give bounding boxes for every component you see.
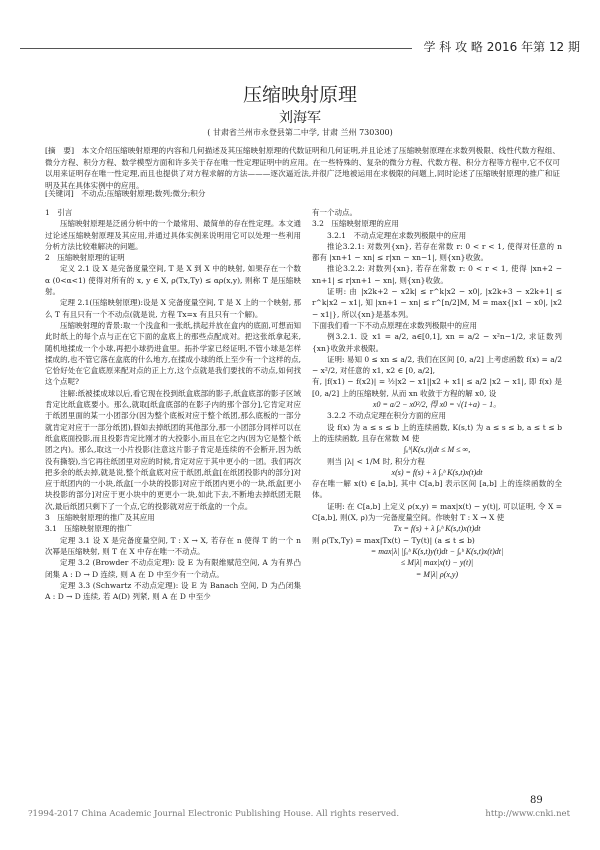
example-3-2-1: 例3.2.1. 设 x1 = a/2, a∈[0,1], xn = a/2 − x²n−1/2, 求证数列{xn}收敛并求极限。: [312, 332, 562, 353]
estimate-1: = max|λ| |∫ₐᵇ K(s,t)y(t)dt − ∫ₐᵇ K(s,t)x(t)dt|: [370, 546, 504, 556]
integral-setup: 设 f(x) 为 a ≤ s ≤ b 上的连续函数, K(s,t) 为 a ≤ s ≤ b, a ≤ t ≤ b 上的连续函数, 且存在常数 M 使: [312, 422, 562, 443]
lambda-condition: 则当 |λ| < 1/M 时, 积分方程: [327, 456, 425, 466]
example-inequality: 有, |f(x1) − f(x2)| = ½|x2 − x1||x2 + x1| ≤ a/2 |x2 − x1|, 即 f(x) 是 [0, a/2] 上的压缩映射, 从而 xn 收敛于方程的解 x0, 设: [312, 377, 562, 398]
inference-3-2-2: 推论3.2.2: 对数列{xn}, 若存在常数 r: 0 < r < 1, 使得 |xn+2 − xn+1| ≤ r|xn+1 − xn|, 则{xn}收敛。: [312, 264, 562, 285]
section-3-2-heading: 3.2 压缩映射原理的应用: [312, 219, 399, 229]
limit-formula: x0 = a/2 − x0²/2, 得 x0 = √(1+a) − 1。: [372, 400, 502, 410]
kernel-bound-formula: ∫ₐᵇ|K(s,t)|dt ≤ M ≤ ∞,: [403, 445, 471, 455]
section-2-heading: 2 压缩映射原理的证明: [45, 253, 125, 263]
continued-text: 有一个动点。: [312, 208, 357, 217]
estimate-3: = M|λ| ρ(x,y): [415, 569, 459, 579]
running-header: [0, 38, 600, 58]
background-paragraph: 压缩映射理的背景:取一个浅盒和一张纸,拱起并放在盒内的底面,可想而知此时纸上的每个点与正在它下面的盒底上的那些点配成对。把这张纸拿起来,随机地揉成一个小球,再把小球扔进盒里。拓扑学家已经证明,不管小球是怎样揉成的,也不管它落在盒底的什么地方,在揉成小球的纸上至少有一个这样的点,它恰好处在它盒底原来配对点的正上方,这个点就是我们要找的不动点,如何找这个点呢?: [45, 320, 301, 387]
example-intro: 下面我们看一下不动点原理在求数列极限中的应用: [312, 320, 477, 330]
left-column: [45, 207, 301, 602]
header-rule: [20, 48, 412, 49]
uniqueness-statement: 存在唯一解 x(t) ∈ [a,b], 其中 C[a,b] 表示区间 [a,b] 上的连续函数的全体。: [312, 479, 562, 500]
theorem-3-1: 定理 3.1 设 X 是完备度量空间, T : X → X, 若存在 n 使得 T 的一个 n 次幂是压缩映射, 则 T 在 X 中存在唯一不动点。: [45, 535, 301, 556]
article-author: 刘海军: [279, 110, 321, 126]
abstract: [摘 要] 本文介绍压缩映射原理的内容和几何描述及其压缩映射原理的代数证明和几何证明,并且论述了压缩映射原理在求数列极限、线性代数方程组、微分方程、积分方程、数学模型方面和许多关于存在唯一性定理证明中的应用。在一些特殊的、复杂的微分方程、代数方程、积分方程等方程中,它不仅可以用来证明存在唯一性定理,而且也提供了对方程求解的方法———逐次逼近法,并很广泛地被运用在求极限的问题上,同时论述了压缩映射原理的推广和证明及其在具体实例中的应用。: [45, 146, 560, 190]
note-paragraph: 注解:纸被揉成球以后,看它现在投到纸盒底部的影子,纸盒底部的影子区域肯定比纸盒底要小。那么,就取[纸盒底部的在影子内的那个部分],它肯定对应于纸团里面的某一小团部分(因为整个底板对应于整个纸团,那么底板的一部分就肯定对应于一部分纸团),假如去掉纸团的其他部分,那一小团部分同样可以在纸盒底面投影,而且投影肯定比刚才的大投影小,而且在它之内(因为它是整个纸团之内)。那么,取这一小片投影(注意这片影子肯定是连续的不会断开,因为纸没有撕裂),当它再往纸团里对应的时候,肯定对应于其中更小的一团。我们再次把多余的纸去掉,就是说,整个纸盒底对应于纸团,纸盒[在纸团投影内的部分]对应于纸团内的一小块,纸盒[一小块的投影]对应于纸团内更小的一块,纸盒[更小块投影的部分]对应于更小块中的更更小一块,如此下去,不断地去掉纸团无限次,最后纸团只剩下了一个点,它的投影就对应于纸盒的一个点。: [45, 388, 301, 511]
estimate-2: ≤ M|λ| max|x(t) − y(t)|: [400, 558, 474, 568]
section-3-2-2-heading: 3.2.2 不动点定理在积分方面的应用: [327, 411, 446, 421]
theorem-3-3: 定理 3.3 (Schwartz 不动点定理): 设 E 为 Banach 空间, D 为凸闭集 A : D → D 连续, 若 A(D) 列紧, 则 A 在 D 中至少: [45, 580, 301, 602]
rho-formula: 则 ρ(Tx,Ty) = max|Tx(t) − Ty(t)| (a ≤ t ≤ b): [312, 535, 475, 545]
section-3-heading: 3 压缩映射原理的推广及其应用: [45, 513, 155, 523]
header-journal: 学 科 攻 略 2016 年第 12 期: [423, 40, 580, 54]
mapping-formula: Tx = f(s) + λ ∫ₐᵇ K(s,t)x(t)dt: [393, 524, 481, 534]
intro-paragraph: 压缩映射原理是泛函分析中的一个最常用、最简单的存在性定理。本文通过论述压缩映射原理及其应用,并通过具体实例来说明用它可以处理一些利用分析方法比较难解决的问题。: [45, 219, 301, 251]
copyright-footer: ?1994-2017 China Academic Journal Electronic Publishing House. All rights reserved.: [28, 809, 400, 819]
example-solution: 证明: 易知 0 ≤ xn ≤ a/2, 我们在区间 [0, a/2] 上考虑函数 f(x) = a/2 − x²/2, 对任意的 x1, x2 ∈ [0, a/2],: [312, 354, 562, 376]
proof-2: 证明: 在 C[a,b] 上定义 ρ(x,y) = max|x(t) − y(t)|, 可以证明, 令 X = C[a,b], 则(X, ρ)为一完备度量空间。作映射 T : X → X 使: [312, 501, 562, 523]
section-3-1-heading: 3.1 压缩映射原理的推广: [45, 524, 132, 534]
inference-3-2-1: 推论3.2.1: 对数列{xn}, 若存在常数 r: 0 < r < 1, 使得对任意的 n 都有 |xn+1 − xn| ≤ r|xn − xn−1|, 则{xn}收敛。: [312, 241, 562, 263]
section-3-2-1-heading: 3.2.1 不动点定理在求数列极限中的应用: [327, 230, 467, 240]
theorem-3-2: 定理 3.2 (Browder 不动点定理): 设 E 为有限维赋范空间, A 为有界凸闭集 A : D → D 连续, 则 A 在 D 中至少有一个动点。: [45, 558, 301, 579]
integral-equation: x(s) = f(s) + λ ∫ₐᵇ K(s,t)x(t)dt: [391, 467, 483, 477]
page-number: 89: [530, 795, 543, 806]
author-affiliation: ( 甘肃省兰州市永登县第二中学, 甘肃 兰州 730300): [207, 128, 393, 137]
footer-url[interactable]: http://www.cnki.net: [485, 809, 570, 819]
proof-1: 证明: 由 |x2k+2 − x2k| ≤ r^k|x2 − x0|, |x2k+3 − x2k+1| ≤ r^k|x2 − x1|, 知 |xn+1 − xn| ≤ r^[n/2]M, M = max{|x1 − x0|, |x2 − x1|}, 所以{xn}是基本列。: [312, 287, 562, 319]
article-title: 压缩映射原理: [242, 84, 357, 106]
section-1-heading: 1 引言: [45, 208, 73, 217]
right-column: [312, 207, 562, 580]
keywords: [关键词] 不动点;压缩映射原理;数列;微分;积分: [45, 189, 206, 198]
theorem-2-1: 定理 2.1(压缩映射原理):设是 X 完备度量空间, T 是 X 上的一个映射, 那么 T 有且只有一个不动点(就是说, 方程 Tx=x 有且只有一个解)。: [45, 298, 301, 319]
definition-2-1: 定义 2.1 设 X 是完备度量空间, T 是 X 到 X 中的映射, 如果存在一个数 α (0<α<1) 使得对所有的 x, y ∈ X, ρ(Tx,Ty) ≤ αρ(x,y), 则称 T 是压缩映射。: [45, 264, 301, 297]
